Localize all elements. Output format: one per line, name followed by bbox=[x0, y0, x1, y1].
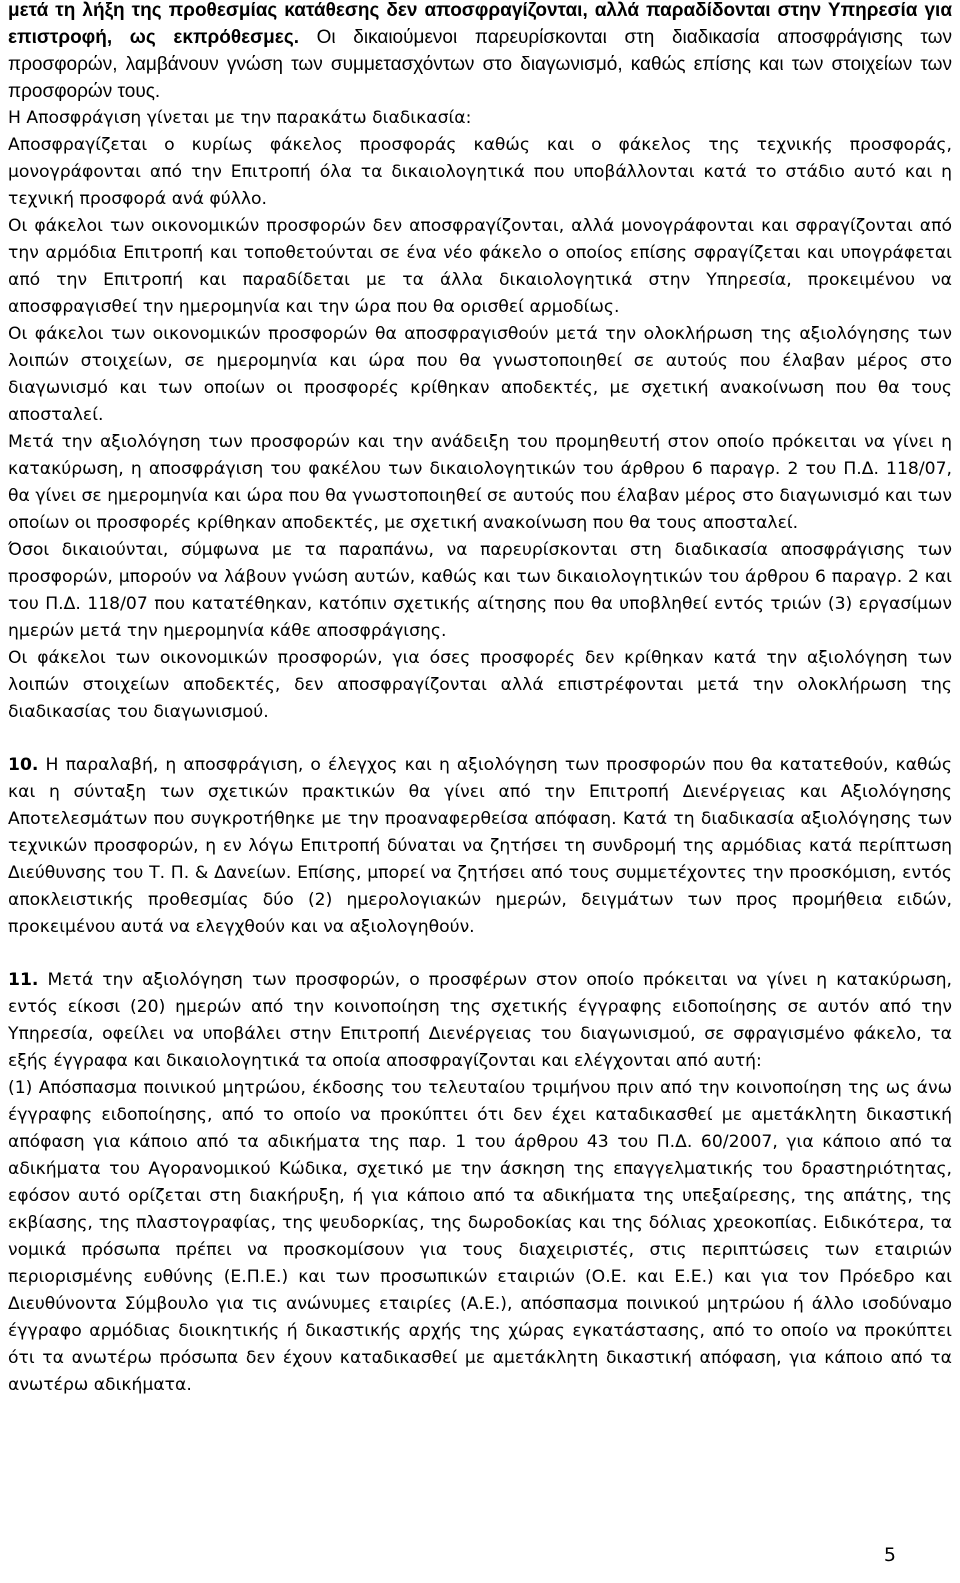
paragraph-financial-envelopes: Οι φάκελοι των οικονομικών προσφορών δεν αποσφραγίζονται, αλλά μονογράφονται και σφραγίζονται από την αρμόδια Επιτροπή και τοποθετούνται σε ένα νέο φάκελο ο οποίος επίσης σφραγίζεται και υπογράφεται από την Επιτροπή και παραδίδεται με τα άλλα δικαιολογητικά στην Υπηρεσία, προκειμένου να αποσφραγισθεί την ημερομηνία και την ώρα που θα ορισθεί αρμοδίως. bbox=[8, 216, 952, 317]
intro-bold-text: μετά τη λήξη της προθεσμίας κατάθεσης δεν αποσφραγίζονται, αλλά παραδίδονται στην Υπηρεσία για επιστροφή, ως εκπρόθεσμες. bbox=[8, 0, 952, 48]
spacer bbox=[8, 726, 952, 752]
paragraph-unsealing: Αποσφραγίζεται ο κυρίως φάκελος προσφοράς καθώς και ο φάκελος της τεχνικής προσφοράς, μονογράφονται από την Επιτροπή όλα τα δικαιολογητικά που υποβάλλονται κατά το στάδιο αυτό και η τεχνική προσφορά ανά φύλλο. bbox=[8, 135, 952, 209]
paragraph-financial-opening: Οι φάκελοι των οικονομικών προσφορών θα αποσφραγισθούν μετά την ολοκλήρωση της αξιολόγησης των λοιπών στοιχείων, σε ημερομηνία και ώρα που θα γνωστοποιηθεί σε αυτούς που έλαβαν μέρος στο διαγωνισμό και των οποίων οι προσφορές κρίθηκαν αποδεκτές, με σχετική ανακοίνωση που θα τους αποσταλεί. bbox=[8, 324, 952, 425]
document-page bbox=[8, 0, 952, 1399]
spacer bbox=[8, 941, 952, 967]
paragraph-return-envelopes: Οι φάκελοι των οικονομικών προσφορών, για όσες προσφορές δεν κρίθηκαν κατά την αξιολόγηση των λοιπών στοιχείων αποδεκτές, δεν αποσφραγίζονται αλλά επιστρέφονται μετά την ολοκλήρωση της διαδικασίας του διαγωνισμού. bbox=[8, 648, 952, 722]
paragraph-intro bbox=[8, 0, 952, 105]
paragraph-right-to-attend: Όσοι δικαιούνται, σύμφωνα με τα παραπάνω, να παρευρίσκονται στη διαδικασία αποσφράγισης των προσφορών, μπορούν να λάβουν γνώση αυτών, καθώς και των δικαιολογητικών του άρθρου 6 παραγρ. 2 και του Π.Δ. 118/07 που κατατέθηκαν, κατόπιν σχετικής αίτησης που θα υποβληθεί εντός τριών (3) εργασίμων ημερών μετά την ημερομηνία κάθε αποσφράγισης. bbox=[8, 540, 952, 641]
paragraph-award: Μετά την αξιολόγηση των προσφορών και την ανάδειξη του προμηθευτή στον οποίο πρόκειται να γίνει η κατακύρωση, η αποσφράγιση του φακέλου των δικαιολογητικών του άρθρου 6 παραγρ. 2 του Π.Δ. 118/07, θα γίνει σε ημερομηνία και ώρα που θα γνωστοποιηθεί σε αυτούς που έλαβαν μέρος στο διαγωνισμό και των οποίων οι προσφορές κρίθηκαν αποδεκτές, με σχετική ανακοίνωση που θα τους αποσταλεί. bbox=[8, 432, 952, 533]
list-item-criminal-record: (1) Απόσπασμα ποινικού μητρώου, έκδοσης του τελευταίου τριμήνου πριν από την κοινοποίηση της ως άνω έγγραφης ειδοποίησης, από το οποίο να προκύπτει ότι δεν έχει καταδικασθεί με αμετάκλητη δικαστική απόφαση για κάποιο από τα αδικήματα της παρ. 1 του άρθρου 43 του Π.Δ. 60/2007, για κάποιο από τα αδικήματα του Αγορανομικού Κώδικα, σχετικό με την άσκηση της επαγγελματικής του δραστηριότητας, εφόσον αυτό ορίζεται στη διακήρυξη, ή για κάποιο από τα αδικήματα της υπεξαίρεσης, της απάτης, της εκβίασης, της πλαστογραφίας, της ψευδορκίας, της δωροδοκίας και της δόλιας χρεοκοπίας. Ειδικότερα, τα νομικά πρόσωπα πρέπει να προσκομίσουν για τους διαχειριστές, στις περιπτώσεις των εταιριών περιορισμένης ευθύνης (Ε.Π.Ε.) και των προσωπικών εταιριών (Ο.Ε. και Ε.Ε.) και για τον Πρόεδρο και Διευθύνοντα Σύμβουλο για τις ανώνυμες εταιρίες (Α.Ε.), απόσπασμα ποινικού μητρώου ή άλλο ισοδύναμο έγγραφο αρμόδιας διοικητικής ή δικαστικής αρχής της χώρας εγκατάστασης, από το οποίο να προκύπτει ότι τα ανωτέρω πρόσωπα δεν έχουν καταδικασθεί με αμετάκλητη δικαστική απόφαση, για κάποιο από τα ανωτέρω αδικήματα. bbox=[8, 1078, 952, 1395]
section-11-number: 11. bbox=[8, 970, 39, 990]
section-10-text: Η παραλαβή, η αποσφράγιση, ο έλεγχος και η αξιολόγηση των προσφορών που θα κατατεθούν, καθώς και η σύνταξη των σχετικών πρακτικών θα γίνει από την Επιτροπή Διενέργειας και Αξιολόγησης Αποτελεσμάτων που συγκροτήθηκε με την προαναφερθείσα απόφαση. Κατά τη διαδικασία αξιολόγησης των τεχνικών προσφορών, η εν λόγω Επιτροπή δύναται να ζητήσει τη συνδρομή της αρμόδιας κατά περίπτωση Διεύθυνσης του Τ. Π. & Δανείων. Επίσης, μπορεί να ζητήσει από τους συμμετέχοντες την προσκόμιση, εντός αποκλειστικής προθεσμίας δύο (2) ημερολογιακών ημερών, δειγμάτων των προς προμήθεια ειδών, προκειμένου αυτά να ελεγχθούν και να αξιολογηθούν. bbox=[8, 755, 952, 937]
section-11 bbox=[8, 967, 952, 1075]
page-number: 5 bbox=[883, 1544, 896, 1566]
section-10 bbox=[8, 752, 952, 941]
paragraph-procedure-heading: Η Αποσφράγιση γίνεται με την παρακάτω διαδικασία: bbox=[8, 108, 472, 128]
section-10-number: 10. bbox=[8, 755, 39, 775]
section-11-text: Μετά την αξιολόγηση των προσφορών, ο προσφέρων στον οποίο πρόκειται να γίνει η κατακύρωση, εντός είκοσι (20) ημερών από την κοινοποίηση της σχετικής έγγραφης ειδοποίησης σε αυτόν από την Υπηρεσία, οφείλει να υποβάλει στην Επιτροπή Διενέργειας του διαγωνισμού, σε σφραγισμένο φάκελο, τα εξής έγγραφα και δικαιολογητικά τα οποία αποσφραγίζονται και ελέγχονται από αυτή: bbox=[8, 970, 952, 1071]
intro-text: Οι δικαιούμενοι παρευρίσκονται στη διαδικασία αποσφράγισης των προσφορών, λαμβάνουν γνώση των συμμετασχόντων στο διαγωνισμό, καθώς επίσης και των στοιχείων των προσφορών τους. bbox=[8, 27, 952, 102]
